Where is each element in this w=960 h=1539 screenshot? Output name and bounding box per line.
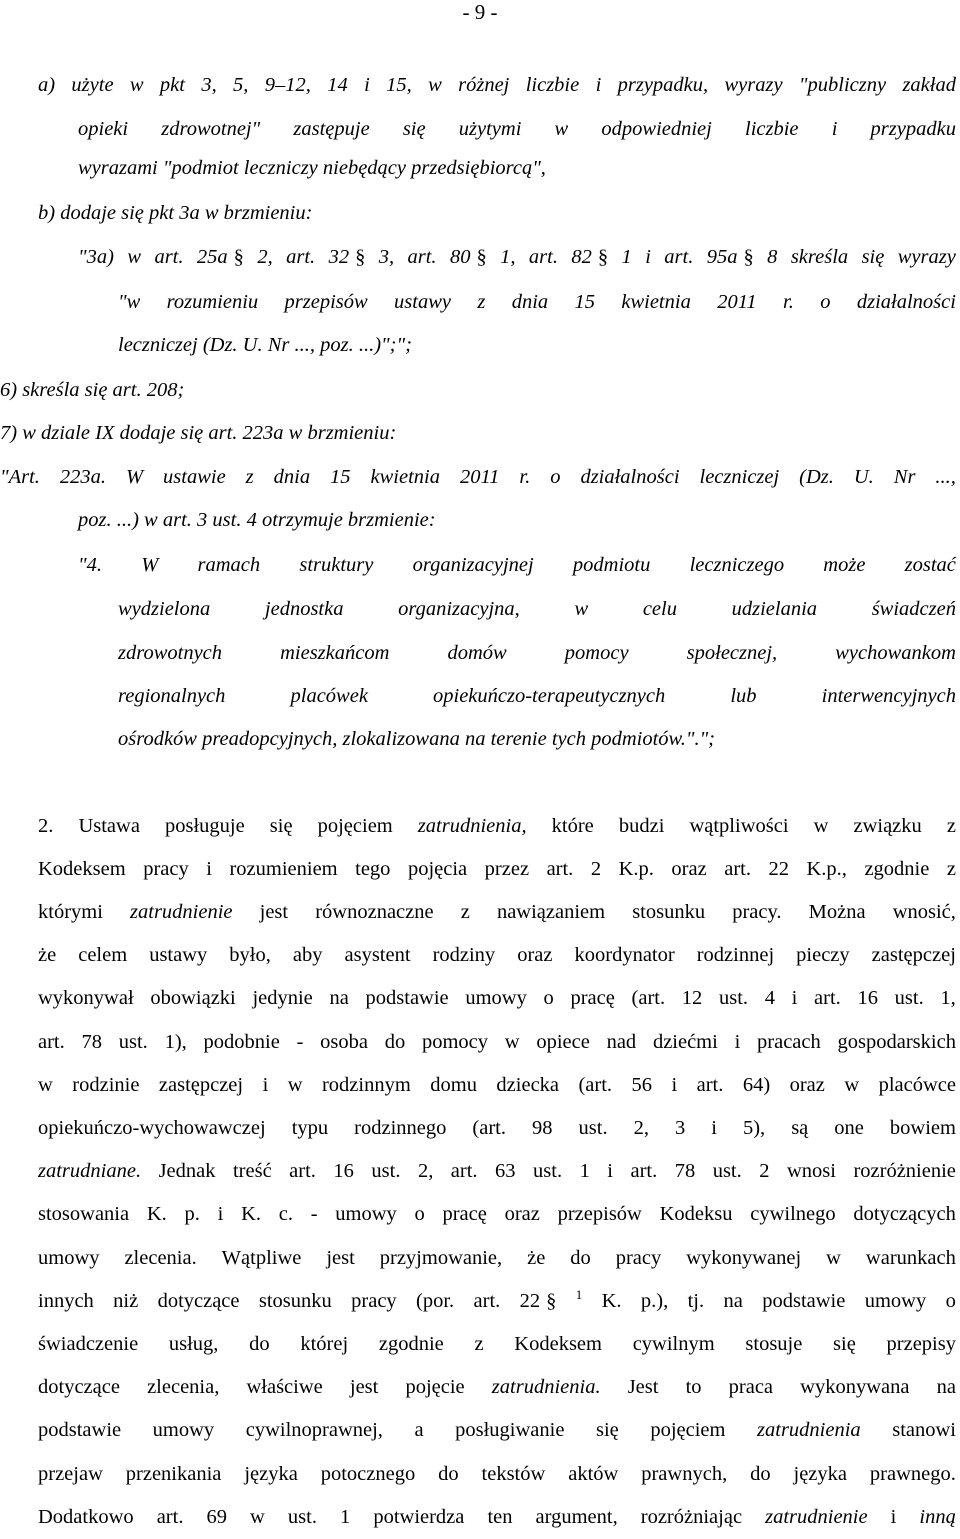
quote-4-line: ośrodków preadopcyjnych, zlokalizowana na terenie tych podmiotów.".";	[118, 728, 716, 750]
section-2-line: 2. Ustawa posługuje się pojęciem zatrudnienia, które budzi wątpliwości w związku z	[38, 815, 956, 837]
amendment-a-line: opieki zdrowotnej" zastępuje się użytymi w odpowiedniej liczbie i przypadku	[78, 118, 956, 140]
section-symbol: §	[743, 246, 754, 268]
section-2-line: Dodatkowo art. 69 w ust. 1 potwierdza ten argument, rozróżniając zatrudnienie i inną	[38, 1506, 956, 1528]
section-2-line: podstawie umowy cywilnoprawnej, a posługiwanie się pojęciem zatrudnienia stanowi	[38, 1419, 956, 1441]
section-symbol: §	[476, 246, 487, 268]
amendment-a-line: wyrazami "podmiot leczniczy niebędący przedsiębiorcą",	[78, 157, 546, 179]
section-2-line: świadczenie usług, do której zgodnie z Kodeksem cywilnym stosuje się przepisy	[38, 1333, 956, 1355]
section-2-line: stosowania K. p. i K. c. - umowy o pracę oraz przepisów Kodeksu cywilnego dotyczących	[38, 1203, 956, 1225]
quote-4-line: "4. W ramach struktury organizacyjnej podmiotu leczniczego może zostać	[78, 554, 956, 576]
section-2-line: opiekuńczo-wychowawczej typu rodzinnego (art. 98 ust. 2, 3 i 5), są one bowiem	[38, 1117, 956, 1139]
art-223a-line: "Art. 223a. W ustawie z dnia 15 kwietnia 2011 r. o działalności leczniczej (Dz. U. Nr ...,	[0, 466, 956, 488]
quote-4-line: zdrowotnych mieszkańcom domów pomocy społecznej, wychowankom	[118, 642, 956, 664]
section-2-line: Kodeksem pracy i rozumieniem tego pojęcia przez art. 2 K.p. oraz art. 22 K.p., zgodnie z	[38, 858, 956, 880]
item-6-line: 6) skreśla się art. 208;	[0, 379, 185, 401]
section-2-line: art. 78 ust. 1), podobnie - osoba do pomocy w opiece nad dziećmi i pracach gospodarskich	[38, 1031, 956, 1053]
section-2-line: dotyczące zlecenia, właściwe jest pojęcie zatrudnienia. Jest to praca wykonywana na	[38, 1376, 956, 1398]
section-symbol: §	[597, 246, 609, 268]
item-7-line: 7) w dziale IX dodaje się art. 223a w brzmieniu:	[0, 422, 397, 444]
section-2-line: innych niż dotyczące stosunku pracy (por. art. 22 § $^1$ K. p.), tj. na podstawie umowy o	[38, 1287, 956, 1312]
quote-4-line: regionalnych placówek opiekuńczo-terapeutycznych lub interwencyjnych	[118, 685, 956, 707]
section-symbol: §	[355, 246, 366, 268]
section-2-line: którymi zatrudnienie jest równoznaczne z nawiązaniem stosunku pracy. Można wnosić,	[38, 901, 956, 923]
section-symbol: §	[233, 246, 244, 268]
section-2-line: zatrudniane. Jednak treść art. 16 ust. 2, art. 63 ust. 1 i art. 78 ust. 2 wnosi rozróżnienie	[38, 1160, 956, 1182]
amendment-b-line: b) dodaje się pkt 3a w brzmieniu:	[38, 202, 313, 224]
superscript: 1	[575, 1287, 583, 1303]
item-3a-line: "3a) w art. 25a § 2, art. 32 § 3, art. 80 § 1, art. 82 § 1 i art. 95a § 8 skreśla się wyrazy	[78, 246, 956, 268]
section-symbol: §	[546, 1290, 557, 1312]
section-2-line: że celem ustawy było, aby asystent rodziny oraz koordynator rodzinnej pieczy zastępczej	[38, 944, 956, 966]
amendment-a-line: a) użyte w pkt 3, 5, 9–12, 14 i 15, w różnej liczbie i przypadku, wyrazy "publiczny zakład	[38, 74, 956, 96]
section-2-line: umowy zlecenia. Wątpliwe jest przyjmowanie, że do pracy wykonywanej w warunkach	[38, 1247, 956, 1269]
section-2-line: wykonywał obowiązki jedynie na podstawie umowy o pracę (art. 12 ust. 4 i art. 16 ust. 1,	[38, 987, 956, 1009]
item-3a-line: leczniczej (Dz. U. Nr ..., poz. ...)";";	[118, 334, 412, 356]
art-223a-line: poz. ...) w art. 3 ust. 4 otrzymuje brzmienie:	[78, 509, 436, 531]
item-3a-line: "w rozumieniu przepisów ustawy z dnia 15 kwietnia 2011 r. o działalności	[118, 291, 956, 313]
quote-4-line: wydzielona jednostka organizacyjna, w celu udzielania świadczeń	[118, 598, 956, 620]
section-2-line: przejaw przenikania języka potocznego do tekstów aktów prawnych, do języka prawnego.	[38, 1463, 956, 1485]
section-2-line: w rodzinie zastępczej i w rodzinnym domu dziecka (art. 56 i art. 64) oraz w placówce	[38, 1074, 956, 1096]
page-number: - 9 -	[462, 0, 498, 24]
